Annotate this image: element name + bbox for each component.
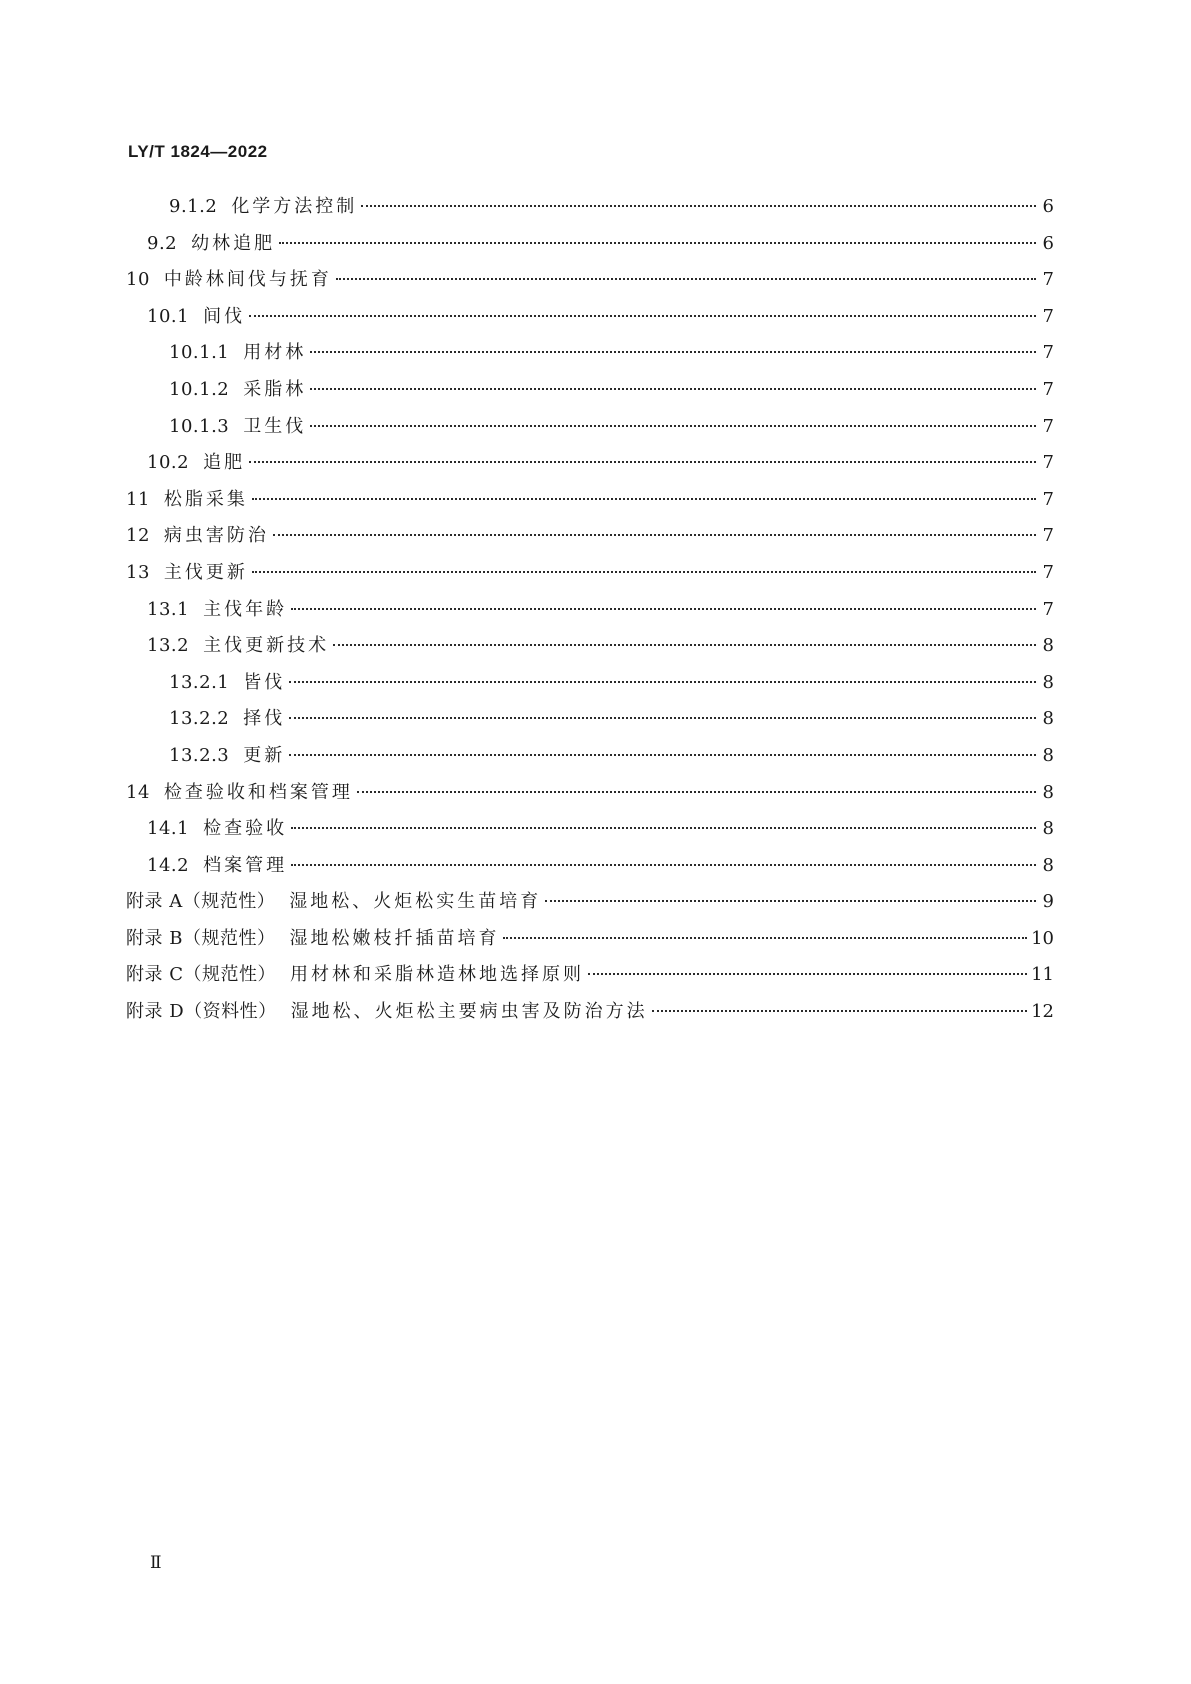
toc-entry-title: 择伐 xyxy=(243,708,286,730)
toc-entry-page: 7 xyxy=(1042,452,1054,474)
toc-entry[interactable] xyxy=(126,412,1054,449)
toc-dot-leader xyxy=(310,351,1036,353)
toc-entry-number: 附录 A（规范性） xyxy=(126,891,276,913)
toc-entry[interactable] xyxy=(126,778,1054,815)
toc-entry-page: 8 xyxy=(1042,671,1054,693)
toc-entry[interactable] xyxy=(126,558,1054,595)
toc-entry-title: 间伐 xyxy=(203,305,246,327)
page-number: Ⅱ xyxy=(150,1553,163,1573)
toc-entry-number: 12 xyxy=(126,525,150,547)
toc-entry-number: 13.1 xyxy=(147,598,190,620)
toc-dot-leader xyxy=(357,791,1036,793)
toc-entry[interactable] xyxy=(126,631,1054,668)
toc-entry[interactable] xyxy=(126,704,1054,741)
toc-entry-page: 7 xyxy=(1042,269,1054,291)
toc-dot-leader xyxy=(291,827,1036,829)
toc-entry[interactable] xyxy=(126,521,1054,558)
toc-entry[interactable] xyxy=(126,887,1054,924)
toc-entry-number: 14.1 xyxy=(147,818,190,840)
toc-dot-leader xyxy=(249,461,1036,463)
toc-entry-title: 湿地松、火炬松实生苗培育 xyxy=(289,891,542,913)
toc-entry[interactable] xyxy=(126,448,1054,485)
toc-dot-leader xyxy=(361,205,1036,207)
toc-entry-title: 幼林追肥 xyxy=(191,232,276,254)
toc-entry[interactable] xyxy=(126,924,1054,961)
toc-entry-page: 8 xyxy=(1042,781,1054,803)
toc-entry-number: 13.2.3 xyxy=(169,744,230,766)
toc-entry-title: 卫生伐 xyxy=(243,415,307,437)
toc-dot-leader xyxy=(291,608,1036,610)
toc-entry-page: 7 xyxy=(1042,561,1054,583)
toc-dot-leader xyxy=(336,278,1036,280)
toc-entry-title: 更新 xyxy=(243,744,286,766)
toc-dot-leader xyxy=(310,388,1036,390)
toc-dot-leader xyxy=(291,864,1036,866)
toc-dot-leader xyxy=(249,315,1036,317)
toc-entry-title: 中龄林间伐与抚育 xyxy=(163,269,332,291)
table-of-contents xyxy=(126,192,1054,1034)
toc-entry[interactable] xyxy=(126,375,1054,412)
toc-entry-page: 8 xyxy=(1042,708,1054,730)
toc-entry-title: 用材林 xyxy=(243,342,307,364)
toc-entry-page: 7 xyxy=(1042,305,1054,327)
toc-entry[interactable] xyxy=(126,851,1054,888)
toc-entry-page: 9 xyxy=(1042,891,1054,913)
toc-entry[interactable] xyxy=(126,338,1054,375)
toc-entry-number: 14.2 xyxy=(147,854,190,876)
toc-entry-title: 皆伐 xyxy=(243,671,286,693)
toc-entry-number: 附录 B（规范性） xyxy=(126,927,276,949)
toc-dot-leader xyxy=(503,937,1027,939)
toc-entry-number: 10.1.3 xyxy=(169,415,230,437)
toc-entry-number: 10 xyxy=(126,269,150,291)
toc-entry-title: 主伐年龄 xyxy=(203,598,288,620)
toc-entry-title: 湿地松嫩枝扦插苗培育 xyxy=(289,927,500,949)
toc-dot-leader xyxy=(588,973,1027,975)
toc-entry[interactable] xyxy=(126,741,1054,778)
toc-entry-title: 检查验收和档案管理 xyxy=(163,781,353,803)
toc-entry-number: 10.1.2 xyxy=(169,378,230,400)
toc-entry-number: 11 xyxy=(126,488,150,510)
toc-entry-number: 9.1.2 xyxy=(169,196,218,217)
toc-dot-leader xyxy=(289,754,1036,756)
toc-entry[interactable] xyxy=(126,668,1054,705)
toc-dot-leader xyxy=(289,717,1036,719)
toc-entry-title: 用材林和采脂林造林地选择原则 xyxy=(290,964,584,986)
toc-entry-number: 13.2 xyxy=(147,635,190,657)
toc-entry-number: 附录 C（规范性） xyxy=(126,964,276,986)
toc-entry-page: 8 xyxy=(1042,818,1054,840)
toc-entry-number: 10.2 xyxy=(147,452,190,474)
toc-dot-leader xyxy=(333,644,1036,646)
toc-entry-title: 采脂林 xyxy=(243,378,307,400)
toc-entry-number: 13.2.2 xyxy=(169,708,230,730)
toc-dot-leader xyxy=(279,242,1036,244)
toc-entry-title: 化学方法控制 xyxy=(231,196,358,217)
toc-entry-page: 7 xyxy=(1042,525,1054,547)
toc-entry[interactable] xyxy=(126,485,1054,522)
toc-entry-title: 检查验收 xyxy=(203,818,288,840)
toc-dot-leader xyxy=(252,498,1036,500)
toc-entry-page: 10 xyxy=(1031,927,1054,949)
toc-entry-title: 追肥 xyxy=(203,452,246,474)
toc-entry-title: 松脂采集 xyxy=(163,488,248,510)
toc-entry-number: 10.1.1 xyxy=(169,342,230,364)
toc-entry-number: 13.2.1 xyxy=(169,671,230,693)
toc-entry[interactable] xyxy=(126,229,1054,266)
toc-entry-page: 7 xyxy=(1042,598,1054,620)
toc-entry[interactable] xyxy=(126,814,1054,851)
toc-dot-leader xyxy=(252,571,1036,573)
toc-dot-leader xyxy=(652,1010,1027,1012)
toc-entry-page: 7 xyxy=(1042,378,1054,400)
toc-entry[interactable] xyxy=(126,960,1054,997)
toc-entry-page: 8 xyxy=(1042,635,1054,657)
toc-entry-page: 7 xyxy=(1042,415,1054,437)
toc-entry-page: 6 xyxy=(1042,196,1054,217)
toc-entry[interactable] xyxy=(126,997,1054,1034)
toc-entry-page: 8 xyxy=(1042,744,1054,766)
toc-entry-page: 7 xyxy=(1042,488,1054,510)
toc-entry-page: 12 xyxy=(1031,1001,1054,1023)
toc-entry-number: 13 xyxy=(126,561,150,583)
toc-entry[interactable] xyxy=(126,192,1054,229)
toc-dot-leader xyxy=(310,425,1036,427)
standard-number-header: LY/T 1824—2022 xyxy=(128,142,268,161)
toc-entry-number: 10.1 xyxy=(147,305,190,327)
toc-dot-leader xyxy=(545,900,1036,902)
toc-entry[interactable] xyxy=(126,265,1054,302)
toc-entry-page: 6 xyxy=(1042,232,1054,254)
toc-entry[interactable] xyxy=(126,302,1054,339)
toc-entry-title: 病虫害防治 xyxy=(163,525,269,547)
toc-entry-title: 主伐更新技术 xyxy=(203,635,330,657)
toc-entry-page: 8 xyxy=(1042,854,1054,876)
toc-entry-title: 湿地松、火炬松主要病虫害及防治方法 xyxy=(290,1001,648,1023)
toc-dot-leader xyxy=(289,681,1036,683)
toc-dot-leader xyxy=(273,534,1036,536)
toc-entry-title: 档案管理 xyxy=(203,854,288,876)
toc-entry-number: 附录 D（资料性） xyxy=(126,1001,277,1023)
toc-entry[interactable] xyxy=(126,595,1054,632)
toc-entry-page: 11 xyxy=(1031,964,1054,986)
toc-entry-title: 主伐更新 xyxy=(163,561,248,583)
toc-entry-page: 7 xyxy=(1042,342,1054,364)
toc-entry-number: 9.2 xyxy=(147,232,178,254)
toc-entry-number: 14 xyxy=(126,781,150,803)
